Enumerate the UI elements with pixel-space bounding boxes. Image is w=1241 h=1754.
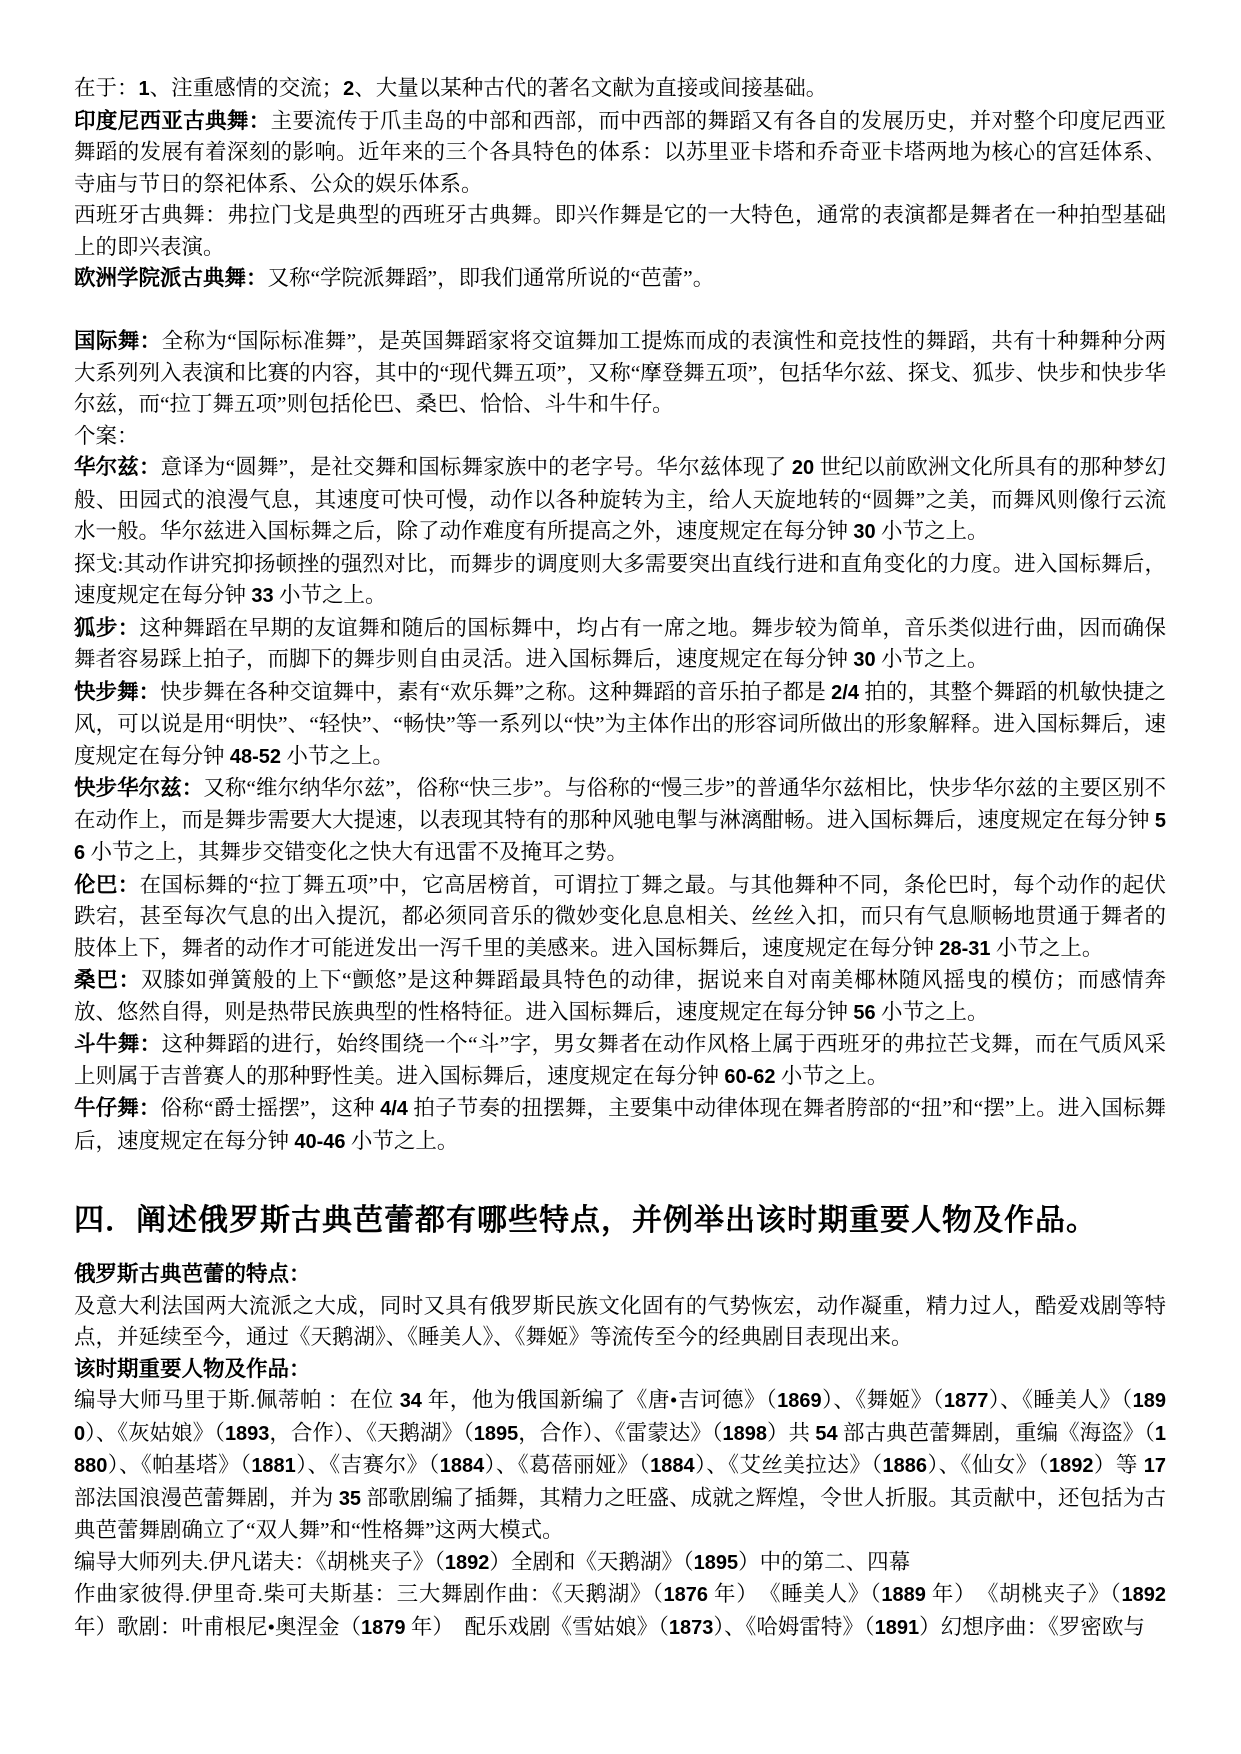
para-russian-ballet-features-label: 俄罗斯古典芭蕾的特点： [74, 1262, 311, 1286]
numeric-text: 1886 [882, 1455, 927, 1477]
numeric-text: 2/4 [831, 681, 859, 704]
numeric-text: 1880 [74, 1422, 1166, 1477]
numeric-text: 60-62 [724, 1065, 776, 1088]
numeric-text: 1890 [74, 1390, 1166, 1445]
numeric-text: 1884 [439, 1455, 485, 1477]
para-international-dance: 国际舞：全称为“国际标准舞”，是英国舞蹈家将交谊舞加工提炼而成的表演性和竞技性的舞蹈，共有十种舞种分两大系列列入表演和比赛的内容，其中的“现代舞五项”，又称“摩登舞五项”，包括华尔兹、探戈、狐步、快步和快步华尔兹，而“拉丁舞五项”则包括伦巴、桑巴、恰恰、斗牛和牛仔。 [74, 329, 1166, 416]
section-heading-four: 四．阐述俄罗斯古典芭蕾都有哪些特点，并例举出该时期重要人物及作品。 [74, 1204, 1097, 1237]
para-waltz: 华尔兹：意译为“圆舞”，是社交舞和国标舞家族中的老字号。华尔兹体现了 20 世纪以前欧洲文化所具有的那种梦幻般、田园式的浪漫气息，其速度可快可慢，动作以各种旋转为主，给人天旋地转的“圆舞”之美，而舞风则像行云流水一般。华尔兹进入国标舞之后，除了动作难度有所提高之外，速度规定在每分钟 30 小节之上。 [74, 455, 1166, 543]
numeric-text: 1 [138, 78, 150, 100]
numeric-text: 1869 [777, 1390, 822, 1412]
numeric-text: 56 [74, 809, 1166, 864]
numeric-text: 1884 [650, 1455, 695, 1477]
blank-line [74, 295, 1166, 327]
numeric-text: 1876 [663, 1584, 708, 1606]
para-tango: 探戈:其动作讲究抑扬顿挫的强烈对比，而舞步的调度则大多需要突出直线行进和直角变化的力度。进入国标舞后，速度规定在每分钟 33 小节之上。 [74, 551, 1166, 607]
para-petipa: 编导大师马里于斯.佩蒂帕 ：在位 34 年，他为俄国新编了《唐•吉诃德》（1869）、《舞姬》（1877）、《睡美人》（1890）、《灰姑娘》（1893，合作）、《天鹅湖》（1895，合作）、《雷蒙达》（1898）共 54 部古典芭蕾舞剧，重编《海盗》（1880）、《帕基塔》（1881）、《吉赛尔》（1884）、《葛蓓丽娅》（1884）、《艾丝美拉达》（1886）、《仙女》（1892）等 17 部法国浪漫芭蕾舞剧，并为 35 部歌剧编了插舞，其精力之旺盛、成就之辉煌，令世人折服。其贡献中，还包括为古典芭蕾舞剧确立了“双人舞”和“性格舞”这两大模式。 [74, 1388, 1166, 1542]
numeric-text: 1889 [881, 1584, 926, 1606]
numeric-text: 48-52 [229, 745, 282, 768]
numeric-text: 1891 [874, 1616, 920, 1639]
numeric-text: 1881 [251, 1455, 296, 1477]
para-paso-doble: 斗牛舞：这种舞蹈的进行，始终围绕一个“斗”字，男女舞者在动作风格上属于西班牙的弗拉芒戈舞，而在气质风采上则属于吉普赛人的那种野性美。进入国标舞后，速度规定在每分钟 60-62 小节之上。 [74, 1032, 1166, 1088]
para-conclusion-criteria: 在于：1、注重感情的交流；2、大量以某种古代的著名文献为直接或间接基础。 [74, 76, 828, 100]
para-spanish-classical-dance: 西班牙古典舞：弗拉门戈是典型的西班牙古典舞。即兴作舞是它的一大特色，通常的表演都是舞者在一种拍型基础上的即兴表演。 [74, 203, 1166, 259]
numeric-text: 17 [1143, 1455, 1166, 1477]
numeric-text: 1892 [1049, 1455, 1094, 1477]
numeric-text: 1898 [722, 1422, 767, 1445]
para-case-label: 个案： [74, 423, 139, 448]
numeric-text: 30 [853, 649, 876, 671]
numeric-text: 30 [853, 521, 876, 543]
para-russian-ballet-features: 及意大利法国两大流派之大成，同时又具有俄罗斯民族文化固有的气势恢宏，动作凝重，精力过人，酷爱戏剧等特点，并延续至今，通过《天鹅湖》、《睡美人》、《舞姬》等流传至今的经典剧目表现出来。 [74, 1293, 1166, 1349]
numeric-text: 1895 [473, 1422, 519, 1445]
numeric-text: 40-46 [294, 1130, 346, 1153]
numeric-text: 2 [343, 78, 355, 100]
numeric-text: 1877 [943, 1390, 989, 1412]
numeric-text: 1879 [361, 1616, 406, 1639]
numeric-text: 34 [399, 1390, 422, 1412]
numeric-text: 28-31 [939, 937, 991, 960]
para-foxtrot: 狐步：这种舞蹈在早期的友谊舞和随后的国标舞中，均占有一席之地。舞步较为简单，音乐类似进行曲，因而确保舞者容易踩上拍子，而脚下的舞步则自由灵活。进入国标舞后，速度规定在每分钟 30 小节之上。 [74, 615, 1166, 671]
numeric-text: 1873 [668, 1616, 714, 1639]
para-ivanov: 编导大师列夫.伊凡诺夫：《胡桃夹子》（1892）全剧和《天鹅湖》（1895）中的第二、四幕 [74, 1549, 911, 1574]
numeric-text: 33 [251, 585, 274, 607]
para-viennese-waltz: 快步华尔兹：又称“维尔纳华尔兹”，俗称“快三步”。与俗称的“慢三步”的普通华尔兹相比，快步华尔兹的主要区别不在动作上，而是舞步需要大大提速，以表现其特有的那种风驰电掣与淋漓酣畅。进入国标舞后，速度规定在每分钟 56 小节之上，其舞步交错变化之快大有迅雷不及掩耳之势。 [74, 776, 1166, 864]
para-quickstep: 快步舞：快步舞在各种交谊舞中，素有“欢乐舞”之称。这种舞蹈的音乐拍子都是 2/4 拍的，其整个舞蹈的机敏快捷之风，可以说是用“明快”、“轻快”、“畅快”等一系列以“快”为主体作出的形容词所做出的形象解释。进入国标舞后，速度规定在每分钟 48-52 小节之上。 [74, 679, 1166, 768]
numeric-text: 1893 [224, 1422, 270, 1445]
para-european-academic-dance: 欧洲学院派古典舞：又称“学院派舞蹈”，即我们通常所说的“芭蕾”。 [74, 266, 715, 290]
para-tchaikovsky: 作曲家彼得.伊里奇.柴可夫斯基：三大舞剧作曲：《天鹅湖》（1876 年） 《睡美人》（1889 年） 《胡桃夹子》（1892 年）歌剧：叶甫根尼•奥涅金（1879 年） 配乐戏剧《雪姑娘》（1873）、《哈姆雷特》（1891）幻想序曲：《罗密欧与 [74, 1582, 1166, 1639]
para-rumba: 伦巴：在国标舞的“拉丁舞五项”中，它高居榜首，可谓拉丁舞之最。与其他舞种不同，条伦巴时，每个动作的起伏跌宕，甚至每次气息的出入提沉，都必须同音乐的微妙变化息息相关、丝丝入扣，而只有气息顺畅地贯通于舞者的肢体上下，舞者的动作才可能迸发出一泻千里的美感来。进入国标舞后，速度规定在每分钟 28-31 小节之上。 [74, 872, 1166, 960]
numeric-text: 20 [791, 457, 815, 479]
numeric-text: 1892 [1121, 1584, 1166, 1606]
document-body [74, 73, 1166, 1644]
numeric-text: 54 [815, 1422, 838, 1445]
para-samba: 桑巴：双膝如弹簧般的上下“颤悠”是这种舞蹈最具特色的动律，据说来自对南美椰林随风摇曳的模仿；而感情奔放、悠然自得，则是热带民族典型的性格特征。进入国标舞后，速度规定在每分钟 56 小节之上。 [74, 968, 1166, 1024]
numeric-text: 56 [853, 1001, 876, 1024]
numeric-text: 1895 [693, 1551, 739, 1574]
para-jive: 牛仔舞：俗称“爵士摇摆”，这种 4/4 拍子节奏的扭摆舞，主要集中动律体现在舞者胯部的“扭”和“摆”上。进入国标舞后，速度规定在每分钟 40-46 小节之上。 [74, 1096, 1166, 1153]
numeric-text: 35 [338, 1487, 362, 1510]
para-indonesia-classical-dance: 印度尼西亚古典舞：主要流传于爪圭岛的中部和西部，而中西部的舞蹈又有各自的发展历史，并对整个印度尼西亚舞蹈的发展有着深刻的影响。近年来的三个各具特色的体系：以苏里亚卡塔和乔奇亚卡塔两地为核心的宫廷体系、寺庙与节日的祭祀体系、公众的娱乐体系。 [74, 108, 1166, 196]
numeric-text: 4/4 [380, 1098, 408, 1120]
numeric-text: 1892 [444, 1551, 490, 1574]
para-key-figures-label: 该时期重要人物及作品： [74, 1356, 311, 1381]
